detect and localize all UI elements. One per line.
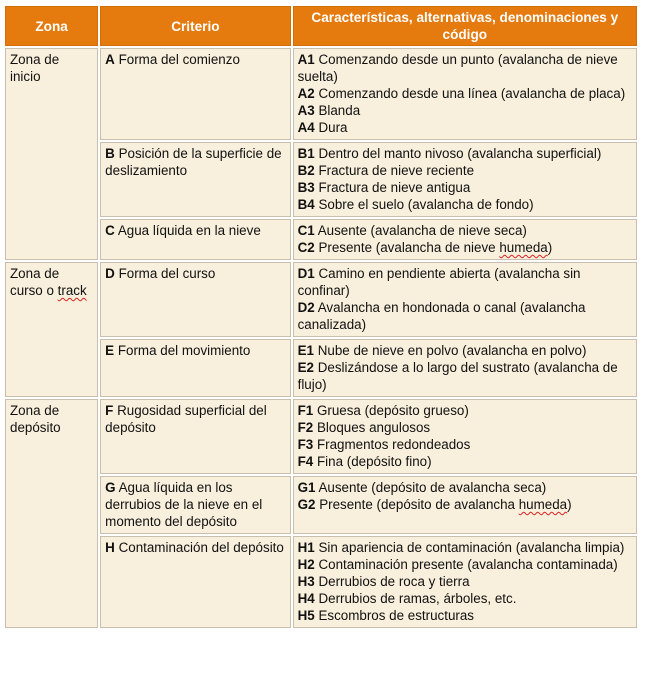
- criterion-cell: [100, 536, 290, 628]
- criterion-cell: [100, 476, 290, 534]
- table-row: [5, 399, 637, 474]
- table-row: [5, 262, 637, 337]
- characteristic-code: B1: [297, 146, 315, 161]
- characteristic-item: [298, 145, 632, 162]
- characteristic-item: [298, 196, 632, 213]
- characteristic-code: F4: [297, 454, 314, 469]
- characteristic-item: [298, 436, 632, 453]
- characteristic-text: Camino en pendiente abierta (avalancha sin confinar): [297, 266, 581, 298]
- spellcheck-underline: humeda: [518, 497, 568, 512]
- criterion-code: H: [105, 540, 115, 555]
- characteristic-item: [298, 102, 632, 119]
- characteristic-code: A2: [297, 86, 315, 101]
- characteristic-code: H1: [297, 540, 315, 555]
- characteristics-cell: [293, 476, 637, 534]
- characteristic-item: [298, 222, 632, 239]
- characteristic-text: Comenzando desde una línea (avalancha de placa): [318, 86, 626, 101]
- characteristic-text: Derrubios de ramas, árboles, etc.: [318, 591, 517, 606]
- characteristic-code: C1: [297, 223, 315, 238]
- table-row: [5, 142, 637, 217]
- characteristic-code: B2: [297, 163, 315, 178]
- zone-cell: [5, 399, 98, 628]
- criterion-label: Contaminación del depósito: [118, 540, 284, 555]
- characteristic-text: Fina (depósito fino): [316, 454, 432, 469]
- characteristic-item: [298, 607, 632, 624]
- characteristic-text: Escombros de estructuras: [318, 608, 474, 623]
- characteristic-text: Sobre el suelo (avalancha de fondo): [318, 197, 534, 212]
- characteristic-text: Contaminación presente (avalancha contaminada): [318, 557, 618, 572]
- criterion-label: Forma del movimiento: [117, 343, 251, 358]
- characteristic-item: [298, 359, 632, 393]
- criterion-cell: [100, 339, 290, 397]
- characteristic-code: G1: [297, 480, 316, 495]
- characteristic-text: Avalancha en hondonada o canal (avalancha canalizada): [297, 300, 586, 332]
- characteristic-item: [298, 496, 632, 513]
- criterion-code: F: [105, 403, 114, 418]
- header-criterio: Criterio: [100, 6, 290, 46]
- characteristic-item: [298, 479, 632, 496]
- criterion-cell: [100, 142, 290, 217]
- characteristic-code: A1: [297, 52, 315, 67]
- header-caracteristicas: Características, alternativas, denominaciones y código: [293, 6, 637, 46]
- characteristic-text: Presente (avalancha de nieve humeda): [318, 240, 553, 255]
- characteristic-item: [298, 453, 632, 470]
- characteristic-text: Blanda: [318, 103, 361, 118]
- table-row: [5, 476, 637, 534]
- criterion-code: C: [105, 223, 115, 238]
- table-header: [5, 6, 637, 46]
- characteristic-text: Derrubios de roca y tierra: [318, 574, 470, 589]
- criterion-code: D: [105, 266, 115, 281]
- characteristic-text: Ausente (depósito de avalancha seca): [318, 480, 547, 495]
- zone-name: Zona de inicio: [10, 52, 60, 84]
- zone-name: Zona de depósito: [10, 403, 61, 435]
- characteristic-code: D1: [297, 266, 315, 281]
- characteristic-item: [298, 556, 632, 573]
- characteristic-code: A4: [297, 120, 315, 135]
- criterion-cell: [100, 262, 290, 337]
- characteristic-code: D2: [297, 300, 315, 315]
- criterion-label: Posición de la superficie de deslizamiento: [105, 146, 282, 178]
- characteristics-cell: [293, 142, 637, 217]
- header-zona: Zona: [5, 6, 98, 46]
- characteristic-code: H2: [297, 557, 315, 572]
- table-body: [5, 48, 637, 628]
- characteristic-code: B3: [297, 180, 315, 195]
- characteristic-text: Dentro del manto nivoso (avalancha superficial): [318, 146, 602, 161]
- characteristic-code: E2: [297, 360, 314, 375]
- spellcheck-underline: track: [57, 283, 87, 298]
- characteristic-text: Sin apariencia de contaminación (avalancha limpia): [318, 540, 625, 555]
- characteristic-item: [298, 402, 632, 419]
- characteristic-text: Fractura de nieve reciente: [318, 163, 475, 178]
- characteristic-text: Gruesa (depósito grueso): [316, 403, 469, 418]
- characteristic-code: H4: [297, 591, 315, 606]
- criterion-code: A: [105, 52, 115, 67]
- characteristic-text: Fractura de nieve antigua: [318, 180, 471, 195]
- characteristic-text: Comenzando desde un punto (avalancha de nieve suelta): [297, 52, 618, 84]
- characteristics-cell: [293, 339, 637, 397]
- zone-name: Zona de curso o track: [10, 266, 87, 298]
- table-row: [5, 48, 637, 140]
- criterion-cell: [100, 219, 290, 260]
- characteristic-code: A3: [297, 103, 315, 118]
- criterion-label: Agua líquida en los derrubios de la nieve en el momento del depósito: [105, 480, 263, 529]
- characteristic-code: F2: [297, 420, 314, 435]
- characteristic-item: [298, 299, 632, 333]
- characteristic-text: Fragmentos redondeados: [316, 437, 471, 452]
- characteristic-item: [298, 419, 632, 436]
- characteristics-cell: [293, 399, 637, 474]
- zone-cell: [5, 48, 98, 260]
- characteristic-code: B4: [297, 197, 315, 212]
- characteristic-item: [298, 239, 632, 256]
- table-row: [5, 219, 637, 260]
- characteristic-text: Presente (depósito de avalancha humeda): [319, 497, 572, 512]
- characteristic-code: H3: [297, 574, 315, 589]
- characteristic-item: [298, 85, 632, 102]
- characteristic-item: [298, 590, 632, 607]
- criterion-code: B: [105, 146, 115, 161]
- characteristic-item: [298, 265, 632, 299]
- criterion-code: E: [105, 343, 115, 358]
- criterion-cell: [100, 399, 290, 474]
- criterion-label: Agua líquida en la nieve: [117, 223, 261, 238]
- characteristic-item: [298, 342, 632, 359]
- characteristics-cell: [293, 48, 637, 140]
- criterion-code: G: [105, 480, 116, 495]
- criterion-label: Forma del comienzo: [118, 52, 240, 67]
- criterion-label: Forma del curso: [118, 266, 216, 281]
- zone-cell: [5, 262, 98, 397]
- criterion-label: Rugosidad superficial del depósito: [105, 403, 267, 435]
- characteristic-code: F1: [297, 403, 314, 418]
- characteristic-item: [298, 573, 632, 590]
- characteristic-text: Bloques angulosos: [316, 420, 431, 435]
- characteristic-text: Dura: [318, 120, 348, 135]
- characteristic-item: [298, 119, 632, 136]
- avalanche-classification-table: [3, 4, 639, 630]
- characteristic-code: F3: [297, 437, 314, 452]
- header-row: [5, 6, 637, 46]
- characteristic-item: [298, 179, 632, 196]
- characteristic-text: Nube de nieve en polvo (avalancha en polvo): [317, 343, 587, 358]
- characteristic-code: G2: [297, 497, 316, 512]
- characteristics-cell: [293, 219, 637, 260]
- characteristic-item: [298, 539, 632, 556]
- table-row: [5, 536, 637, 628]
- characteristic-code: C2: [297, 240, 315, 255]
- characteristic-text: Deslizándose a lo largo del sustrato (avalancha de flujo): [297, 360, 618, 392]
- characteristic-item: [298, 51, 632, 85]
- characteristics-cell: [293, 536, 637, 628]
- characteristic-item: [298, 162, 632, 179]
- characteristic-text: Ausente (avalancha de nieve seca): [317, 223, 527, 238]
- characteristics-cell: [293, 262, 637, 337]
- criterion-cell: [100, 48, 290, 140]
- spellcheck-underline: humeda: [499, 240, 548, 255]
- characteristic-code: E1: [297, 343, 314, 358]
- characteristic-code: H5: [297, 608, 315, 623]
- table-row: [5, 339, 637, 397]
